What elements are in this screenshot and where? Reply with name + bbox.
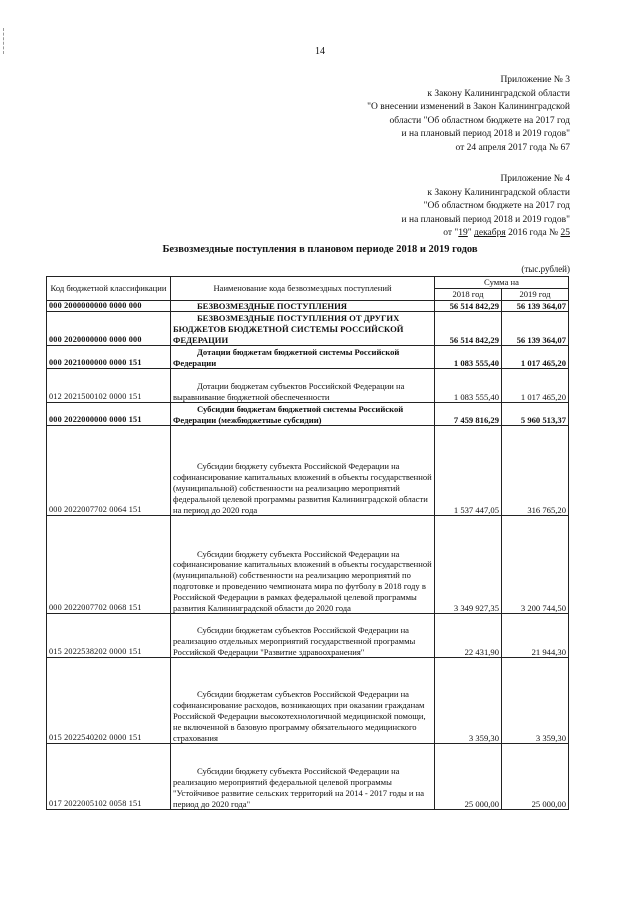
row-amount-2019: 3 359,30 <box>502 658 569 744</box>
row-amount-2018: 7 459 816,29 <box>435 403 502 426</box>
table-row <box>47 516 569 614</box>
row-name <box>171 658 435 744</box>
header-name: Наименование кода безвозмездных поступлений <box>171 277 435 301</box>
row-amount-2018: 1 083 555,40 <box>435 346 502 369</box>
row-amount-2019: 1 017 465,20 <box>502 369 569 403</box>
date-mid: " <box>467 228 475 239</box>
table-row <box>47 403 569 426</box>
row-amount-2018: 3 359,30 <box>435 658 502 744</box>
row-name <box>171 300 435 312</box>
appendix-3-line: Приложение № 3 <box>500 75 570 85</box>
appendix-3-header <box>367 74 570 156</box>
table-row <box>47 300 569 312</box>
table-row <box>47 658 569 744</box>
row-name <box>171 744 435 810</box>
row-code: 015 2022540202 0000 151 <box>47 658 171 744</box>
row-name-text: Субсидии бюджету субъекта Российской Федерации на реализацию мероприятий федеральной целевой программы "Устойчивое развитие сельских территорий на 2014 - 2017 годы и на период до 2020 года" <box>173 766 425 809</box>
row-amount-2019: 3 200 744,50 <box>502 516 569 614</box>
row-amount-2018: 1 537 447,05 <box>435 426 502 516</box>
table-row <box>47 346 569 369</box>
row-name <box>171 346 435 369</box>
appendix-4-line: и на плановый период 2018 и 2019 годов" <box>401 214 570 225</box>
header-code: Код бюджетной классификации <box>47 277 171 301</box>
table-row <box>47 426 569 516</box>
table-row <box>47 744 569 810</box>
row-name-text: БЕЗВОЗМЕЗДНЫЕ ПОСТУПЛЕНИЯ <box>197 300 347 311</box>
row-amount-2019: 56 139 364,07 <box>502 312 569 346</box>
row-name <box>171 426 435 516</box>
row-name-text: БЕЗВОЗМЕЗДНЫЕ ПОСТУПЛЕНИЯ ОТ ДРУГИХ БЮДЖЕТОВ БЮДЖЕТНОЙ СИСТЕМЫ РОССИЙСКОЙ ФЕДЕРАЦИИ <box>173 313 404 345</box>
row-name-text: Субсидии бюджетам субъектов Российской Федерации на реализацию отдельных мероприятий государственной программы Российской Федерации "Развитие здравоохранения" <box>173 625 416 657</box>
row-name <box>171 312 435 346</box>
row-amount-2019: 21 944,30 <box>502 614 569 658</box>
date-month: декабря <box>474 228 506 239</box>
row-amount-2019: 5 960 513,37 <box>502 403 569 426</box>
row-code: 000 2021000000 0000 151 <box>47 346 171 369</box>
appendix-3-line: области "Об областном бюджете на 2017 год <box>389 115 570 126</box>
page-number: 14 <box>315 46 325 57</box>
row-code: 000 2020000000 0000 000 <box>47 312 171 346</box>
table-row <box>47 614 569 658</box>
budget-table <box>46 276 569 810</box>
appendix-3-line: и на плановый период 2018 и 2019 годов" <box>401 129 570 140</box>
table-row <box>47 369 569 403</box>
table-row <box>47 312 569 346</box>
row-name-text: Дотации бюджетам субъектов Российской Федерации на выравнивание бюджетной обеспеченности <box>173 380 405 402</box>
row-amount-2018: 56 514 842,29 <box>435 312 502 346</box>
row-name <box>171 516 435 614</box>
row-name-text: Субсидии бюджету субъекта Российской Федерации на софинансирование капитальных вложений в объекты государственной (муниципальной) собственности на реализацию мероприятий федеральной целевой программы развития Калининградской области на период до 2020 года <box>173 461 432 515</box>
header-2018: 2018 год <box>435 288 502 300</box>
row-code: 000 2022007702 0068 151 <box>47 516 171 614</box>
appendix-3-line: "О внесении изменений в Закон Калининградской <box>367 102 570 113</box>
row-amount-2018: 1 083 555,40 <box>435 369 502 403</box>
row-amount-2018: 22 431,90 <box>435 614 502 658</box>
table-body <box>47 300 569 810</box>
appendix-4-line: к Закону Калининградской области <box>427 187 570 198</box>
row-code: 000 2000000000 0000 000 <box>47 300 171 312</box>
row-amount-2019: 25 000,00 <box>502 744 569 810</box>
units-label: (тыс.рублей) <box>521 264 570 274</box>
header-2019: 2019 год <box>502 288 569 300</box>
appendix-4-header <box>402 173 570 241</box>
row-code: 000 2022007702 0064 151 <box>47 426 171 516</box>
row-name <box>171 614 435 658</box>
row-name-text: Субсидии бюджетам субъектов Российской Федерации на софинансирование расходов, возникающих при оказании гражданам Российской Федерации высокотехнологичной медицинской помощи, не включенной в базовую программу обязательного медицинского страхования <box>173 689 426 743</box>
row-name-text: Субсидии бюджету субъекта Российской Федерации на софинансирование капитальных вложений в объекты государственной (муниципальной) собственности на реализацию мероприятий по подготовке и проведению чемпионата мира по футболу в 2018 году в Российской Федерации в рамках федеральной целевой программы развития Калининградской области до 2020 года <box>173 548 432 613</box>
appendix-3-line: к Закону Калининградской области <box>427 88 570 99</box>
row-amount-2019: 316 765,20 <box>502 426 569 516</box>
document-title: Безвозмездные поступления в плановом периоде 2018 и 2019 годов <box>162 244 478 255</box>
header-sum: Сумма на <box>435 277 569 289</box>
appendix-4-date <box>402 227 570 241</box>
row-name-text: Дотации бюджетам бюджетной системы Российской Федерации <box>173 346 400 368</box>
row-code: 000 2022000000 0000 151 <box>47 403 171 426</box>
row-name-text: Субсидии бюджетам бюджетной системы Российской Федерации (межбюджетные субсидии) <box>173 403 404 425</box>
appendix-4-line: Приложение № 4 <box>500 174 570 184</box>
row-amount-2018: 3 349 927,35 <box>435 516 502 614</box>
row-amount-2019: 1 017 465,20 <box>502 346 569 369</box>
row-amount-2019: 56 139 364,07 <box>502 300 569 312</box>
date-year: 2016 года № <box>505 228 561 239</box>
row-code: 017 2022005102 0058 151 <box>47 744 171 810</box>
row-code: 015 2022538202 0000 151 <box>47 614 171 658</box>
row-code: 012 2021500102 0000 151 <box>47 369 171 403</box>
date-number: 25 <box>560 228 570 239</box>
appendix-4-line: "Об областном бюджете на 2017 год <box>423 201 570 212</box>
appendix-3-line: от 24 апреля 2017 года № 67 <box>455 142 570 153</box>
row-name <box>171 369 435 403</box>
date-day: 19 <box>458 228 468 239</box>
row-name <box>171 403 435 426</box>
row-amount-2018: 25 000,00 <box>435 744 502 810</box>
date-prefix: от " <box>443 228 459 239</box>
row-amount-2018: 56 514 842,29 <box>435 300 502 312</box>
